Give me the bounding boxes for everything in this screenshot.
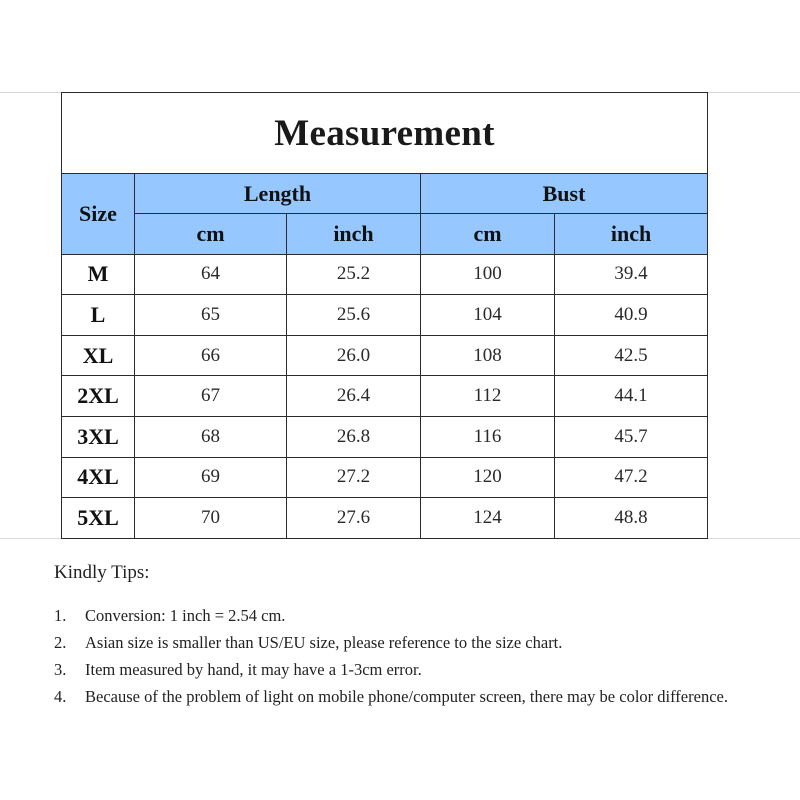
kindly-tips xyxy=(54,562,784,710)
tip-text: Because of the problem of light on mobile phone/computer screen, there may be color difference. xyxy=(85,687,728,706)
length-cm-cell: 67 xyxy=(135,376,287,417)
bust-header: Bust xyxy=(421,174,708,214)
bust-inch-cell: 40.9 xyxy=(555,295,708,336)
length-inch-cell: 26.8 xyxy=(287,417,421,458)
title-row xyxy=(62,93,708,174)
tip-text: Conversion: 1 inch = 2.54 cm. xyxy=(85,606,286,625)
tip-item xyxy=(54,683,784,710)
table-row xyxy=(62,254,708,295)
bust-inch-cell: 47.2 xyxy=(555,457,708,498)
bust-inch-cell: 39.4 xyxy=(555,254,708,295)
bust-cm-cell: 108 xyxy=(421,335,555,376)
bust-cm-cell: 100 xyxy=(421,254,555,295)
length-cm-cell: 70 xyxy=(135,498,287,539)
header-row-units xyxy=(62,214,708,254)
length-inch-cell: 27.2 xyxy=(287,457,421,498)
tip-item xyxy=(54,602,784,629)
size-cell: 5XL xyxy=(62,498,135,539)
table-row xyxy=(62,335,708,376)
table-row xyxy=(62,376,708,417)
table-title: Measurement xyxy=(62,93,708,174)
tip-text: Asian size is smaller than US/EU size, please reference to the size chart. xyxy=(85,633,563,652)
tip-item xyxy=(54,656,784,683)
header-row-groups xyxy=(62,174,708,214)
length-inch-cell: 25.2 xyxy=(287,254,421,295)
size-cell: 2XL xyxy=(62,376,135,417)
length-inch-cell: 26.0 xyxy=(287,335,421,376)
bust-cm-cell: 120 xyxy=(421,457,555,498)
tips-list xyxy=(54,602,784,710)
bust-cm-cell: 116 xyxy=(421,417,555,458)
size-header: Size xyxy=(62,174,135,254)
size-chart-table xyxy=(61,92,708,539)
length-inch-cell: 25.6 xyxy=(287,295,421,336)
tip-number: 4. xyxy=(54,687,67,706)
tip-number: 1. xyxy=(54,606,67,625)
length-cm-cell: 68 xyxy=(135,417,287,458)
length-header: Length xyxy=(135,174,421,214)
size-cell: 4XL xyxy=(62,457,135,498)
length-inch-header: inch xyxy=(287,214,421,254)
length-cm-header: cm xyxy=(135,214,287,254)
size-cell: M xyxy=(62,254,135,295)
size-cell: 3XL xyxy=(62,417,135,458)
bust-cm-cell: 112 xyxy=(421,376,555,417)
tip-number: 2. xyxy=(54,633,67,652)
tip-text: Item measured by hand, it may have a 1-3cm error. xyxy=(85,660,422,679)
table-row xyxy=(62,417,708,458)
bust-inch-cell: 42.5 xyxy=(555,335,708,376)
length-cm-cell: 64 xyxy=(135,254,287,295)
bust-inch-cell: 44.1 xyxy=(555,376,708,417)
size-cell: L xyxy=(62,295,135,336)
tip-item xyxy=(54,629,784,656)
size-cell: XL xyxy=(62,335,135,376)
table-row xyxy=(62,498,708,539)
table-row xyxy=(62,295,708,336)
bust-inch-header: inch xyxy=(555,214,708,254)
tip-number: 3. xyxy=(54,660,67,679)
tips-title: Kindly Tips: xyxy=(54,562,150,583)
bust-inch-cell: 48.8 xyxy=(555,498,708,539)
length-cm-cell: 66 xyxy=(135,335,287,376)
table-row xyxy=(62,457,708,498)
bust-cm-cell: 124 xyxy=(421,498,555,539)
length-cm-cell: 69 xyxy=(135,457,287,498)
bust-inch-cell: 45.7 xyxy=(555,417,708,458)
bust-cm-header: cm xyxy=(421,214,555,254)
length-inch-cell: 27.6 xyxy=(287,498,421,539)
length-cm-cell: 65 xyxy=(135,295,287,336)
length-inch-cell: 26.4 xyxy=(287,376,421,417)
bust-cm-cell: 104 xyxy=(421,295,555,336)
